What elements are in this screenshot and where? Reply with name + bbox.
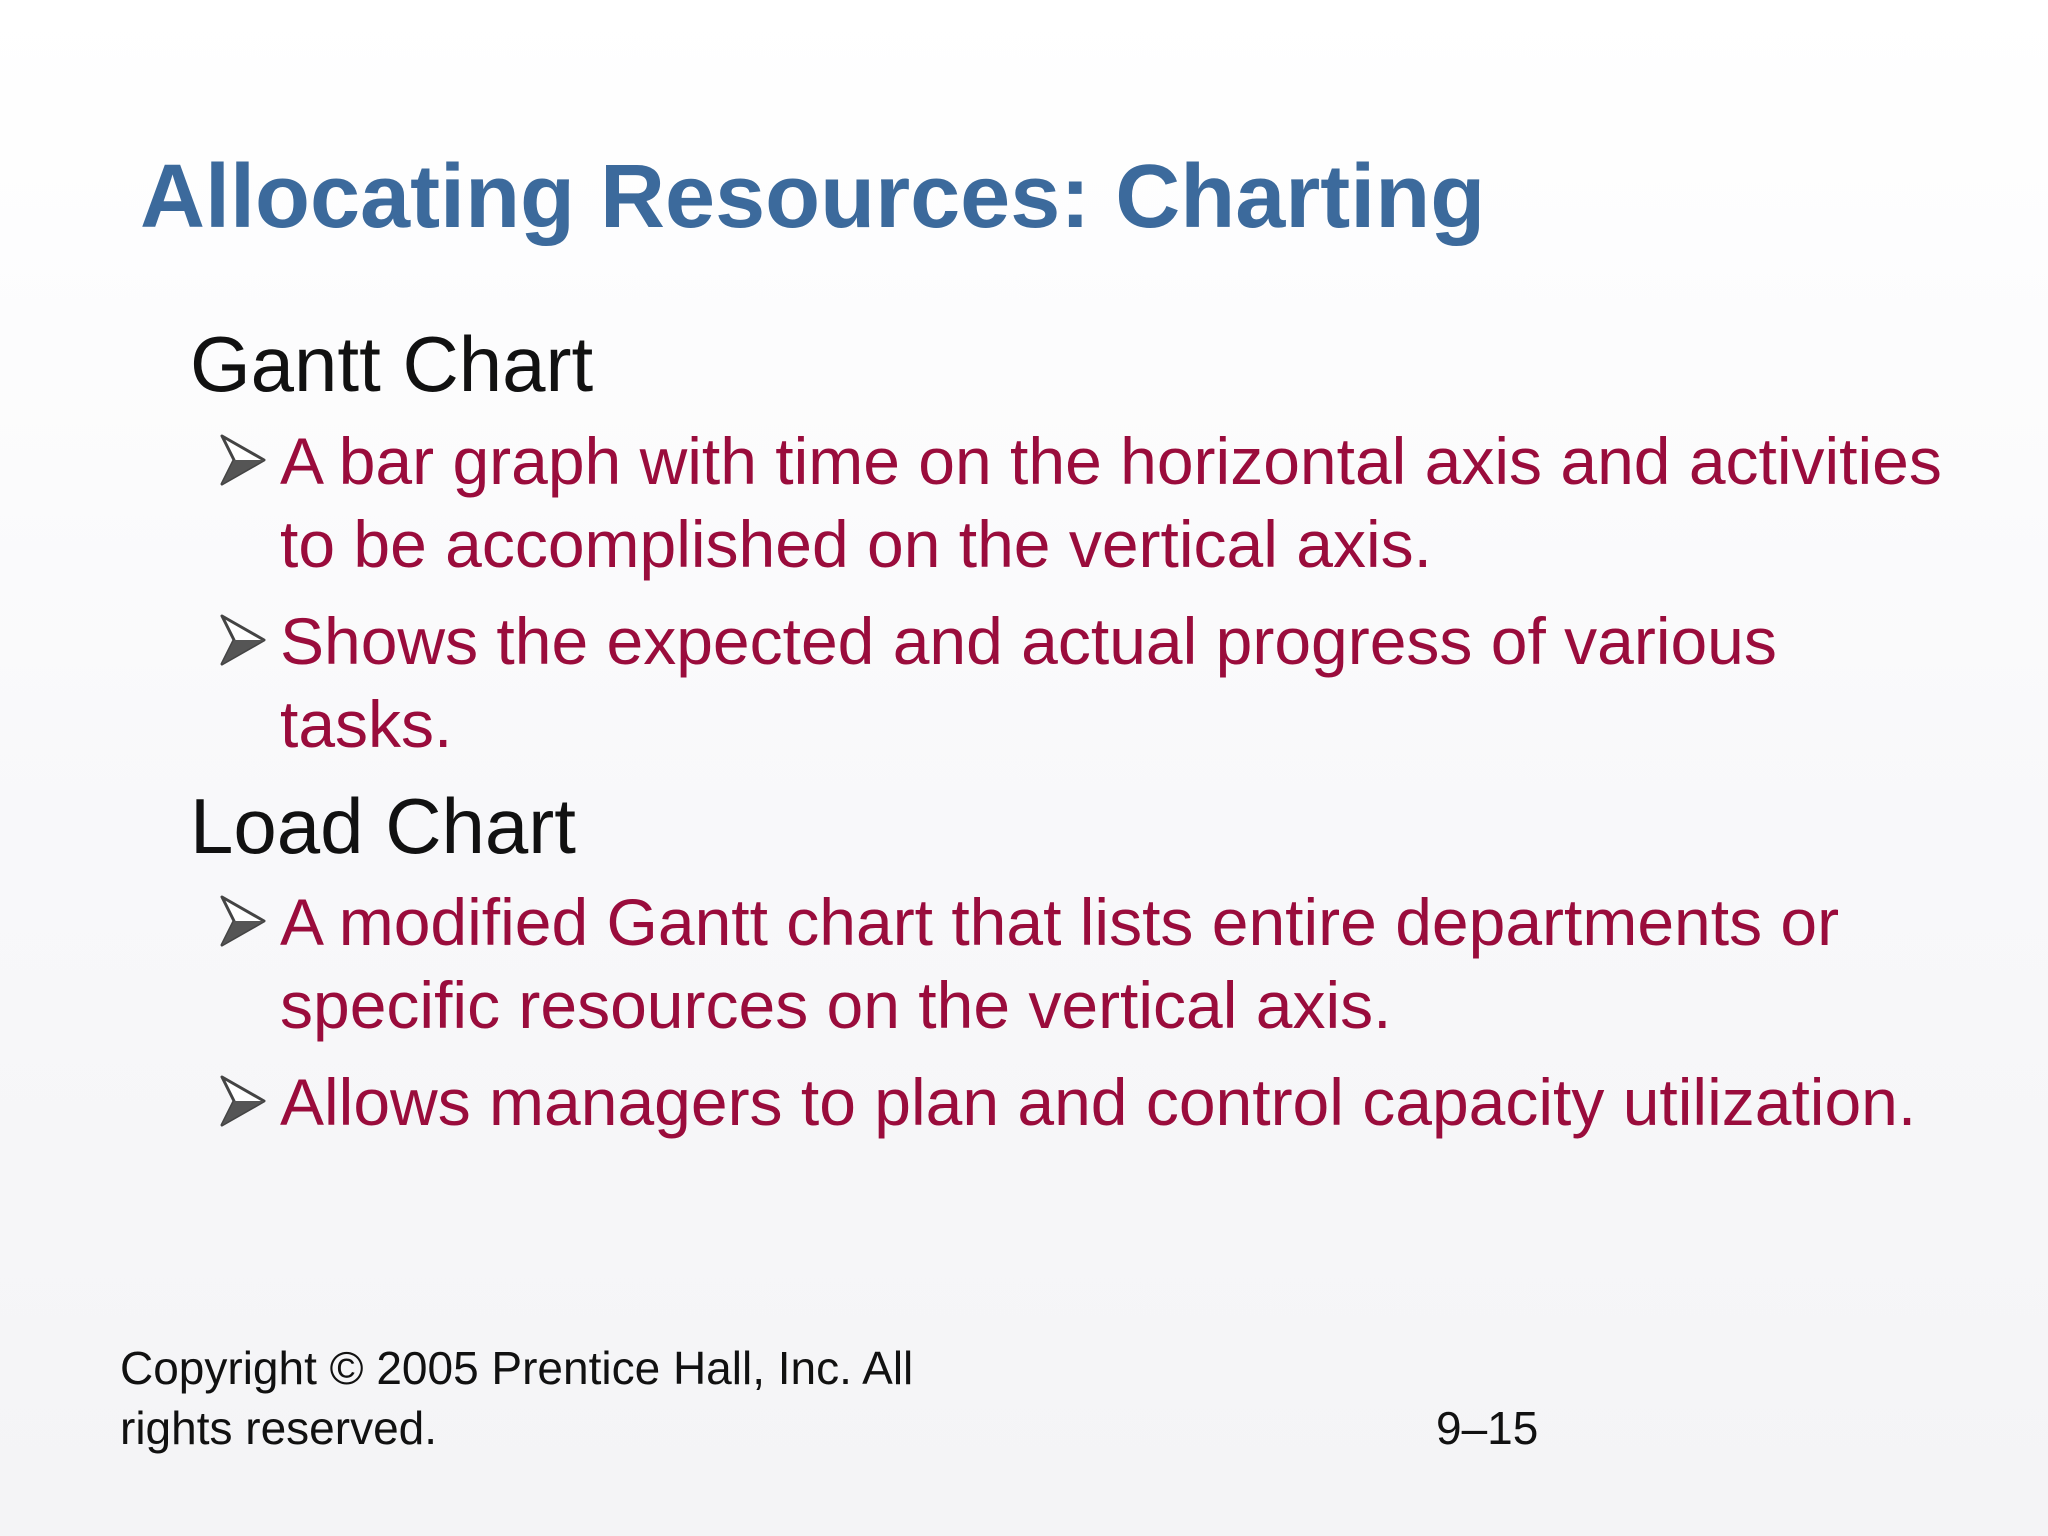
bullet-list bbox=[190, 881, 1950, 1144]
arrow-bullet-icon bbox=[220, 434, 266, 486]
bullet-item bbox=[190, 600, 1950, 766]
slide-title: Allocating Resources: Charting bbox=[140, 147, 1486, 247]
bullet-text: A bar graph with time on the horizontal axis and activities to be accomplished on the vertical axis. bbox=[280, 423, 1942, 581]
section-load-chart bbox=[190, 780, 1950, 1145]
arrow-bullet-icon bbox=[220, 895, 266, 947]
section-heading: Load Chart bbox=[190, 781, 576, 870]
slide-content bbox=[190, 318, 1950, 1158]
bullet-item bbox=[190, 420, 1950, 586]
copyright-line: rights reserved. bbox=[120, 1402, 438, 1454]
bullet-list bbox=[190, 420, 1950, 766]
bullet-text: A modified Gantt chart that lists entire departments or specific resources on the vertical axis. bbox=[280, 885, 1840, 1043]
section-heading: Gantt Chart bbox=[190, 320, 594, 408]
bullet-item bbox=[190, 1061, 1950, 1144]
copyright-line: Copyright © 2005 Prentice Hall, Inc. All bbox=[120, 1342, 914, 1394]
bullet-text: Shows the expected and actual progress of various tasks. bbox=[280, 603, 1777, 761]
section-gantt-chart bbox=[190, 318, 1950, 766]
arrow-bullet-icon bbox=[220, 614, 266, 666]
bullet-item bbox=[190, 881, 1950, 1047]
arrow-bullet-icon bbox=[220, 1075, 266, 1127]
copyright-notice bbox=[120, 1338, 913, 1458]
page-number: 9–15 bbox=[1436, 1402, 1539, 1454]
bullet-text: Allows managers to plan and control capacity utilization. bbox=[280, 1065, 1917, 1140]
